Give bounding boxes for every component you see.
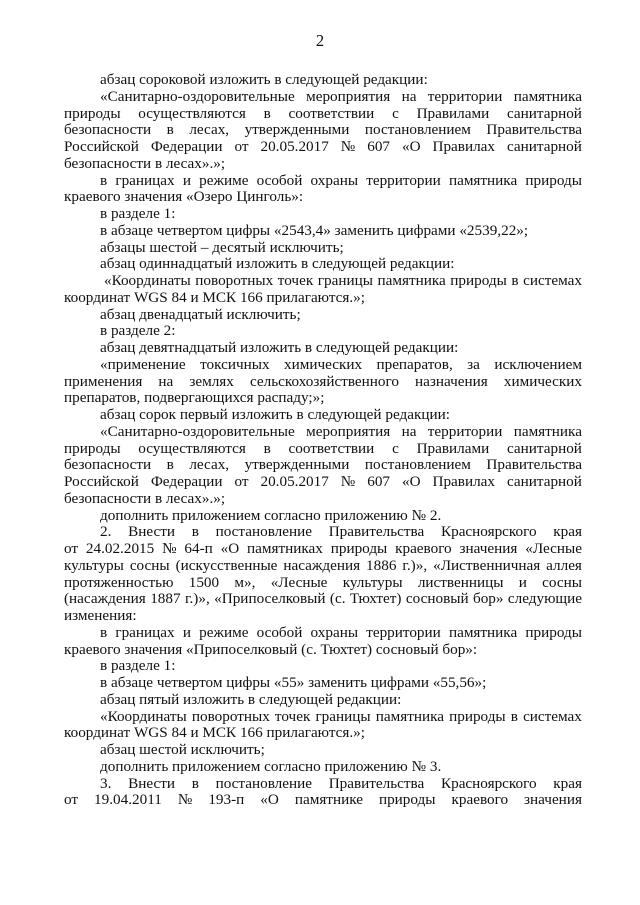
text-line xyxy=(64,709,582,726)
word: постановление xyxy=(215,523,312,541)
word: системах xyxy=(523,272,582,289)
word: охраны xyxy=(310,623,359,641)
word: 607 xyxy=(367,138,391,155)
word: 607 xyxy=(367,473,391,490)
text-line: абзац сорок первый изложить в следующей редакции: xyxy=(100,406,450,423)
text-line: абзац одиннадцатый изложить в следующей редакции: xyxy=(100,255,455,273)
word: «Лесные xyxy=(525,540,582,557)
word: значения xyxy=(524,791,582,809)
text-line: безопасности в лесах».»; xyxy=(64,154,226,172)
word: сельскохозяйственного xyxy=(249,372,399,390)
word: сосны xyxy=(542,573,582,591)
word: препаратов, xyxy=(376,355,453,373)
word: с xyxy=(392,439,399,457)
text-line xyxy=(64,374,582,391)
word: бор» xyxy=(472,590,504,608)
word: химических xyxy=(283,355,363,373)
text-line: координат WGS 84 и МСК 166 прилагаются.»; xyxy=(64,288,365,306)
word: памятниках xyxy=(247,540,323,557)
text-line xyxy=(64,139,582,156)
word: Правилах xyxy=(432,473,495,490)
word: режиме xyxy=(199,171,249,189)
word: «Лиственничная xyxy=(433,556,541,574)
word: с xyxy=(392,104,399,122)
text-line xyxy=(64,89,582,106)
text-line xyxy=(64,541,582,558)
text-line: абзац сороковой изложить в следующей редакции: xyxy=(100,71,428,88)
text-line xyxy=(64,776,582,793)
word: культуры xyxy=(64,556,124,574)
word: краевого xyxy=(451,791,509,809)
word: утвержденными xyxy=(244,456,350,474)
text-line: в абзаце четвертом цифры «2543,4» заменить цифрами «2539,22»; xyxy=(100,221,529,239)
word: безопасности xyxy=(64,456,152,474)
word: мероприятия xyxy=(306,87,391,105)
word: 193-п xyxy=(208,791,245,809)
word: Российской xyxy=(64,138,139,155)
word: утвержденными xyxy=(244,121,350,139)
word: в xyxy=(100,171,108,189)
word: границы xyxy=(317,272,373,289)
word: памятника xyxy=(375,707,444,725)
word: в xyxy=(166,121,174,139)
word: от xyxy=(234,473,249,490)
word: (насаждения xyxy=(64,590,146,608)
word: аллея xyxy=(546,556,582,574)
word: санитарной xyxy=(506,104,582,122)
word: края xyxy=(553,523,582,541)
word: особой xyxy=(256,623,303,641)
word: в xyxy=(100,623,108,641)
word: постановлением xyxy=(364,456,471,474)
word: землях xyxy=(189,372,234,390)
word: территории xyxy=(366,623,441,641)
word: Красноярского xyxy=(440,523,537,541)
word: Красноярского xyxy=(440,774,537,792)
word: «О xyxy=(401,473,421,490)
word: культуры xyxy=(342,573,403,591)
word: 3. xyxy=(100,774,112,792)
word: охраны xyxy=(310,171,359,189)
word: Федерации xyxy=(150,473,223,490)
word: м», xyxy=(234,573,256,591)
word: г.)», xyxy=(184,590,210,608)
word: «Координаты xyxy=(104,272,191,289)
word: территории xyxy=(427,87,503,105)
word: 1887 xyxy=(150,590,181,608)
word: 19.04.2011 xyxy=(94,791,162,809)
text-line: краевого значения «Припоселковый (с. Тюхтет) сосновый бор»: xyxy=(64,640,478,658)
word: соответствии xyxy=(288,439,375,457)
text-line xyxy=(64,457,582,474)
word: Российской xyxy=(64,473,139,490)
word: следующие xyxy=(507,590,582,608)
word: насаждения xyxy=(283,556,361,574)
word: Тюхтет) xyxy=(349,590,402,608)
text-line xyxy=(64,591,582,608)
text-line: абзацы шестой – десятый исключить; xyxy=(100,238,344,256)
page-number: 2 xyxy=(315,31,325,50)
word: № xyxy=(340,138,356,155)
word: природы xyxy=(378,791,436,809)
word: края xyxy=(553,774,582,792)
word: памятника xyxy=(513,422,582,440)
word: природы xyxy=(525,623,582,641)
word: назначения xyxy=(415,372,488,390)
text-line xyxy=(64,357,582,374)
word: в xyxy=(166,456,174,474)
text-line: препаратов, подвергающихся распаду;»; xyxy=(64,389,325,407)
text-line xyxy=(64,441,582,458)
text-line: в разделе 2: xyxy=(100,322,176,340)
word: природы xyxy=(450,272,507,289)
word: территории xyxy=(366,171,441,189)
word: границах xyxy=(115,171,175,189)
text-line xyxy=(64,273,582,290)
word: протяженностью xyxy=(64,573,174,591)
word: системах xyxy=(523,707,582,725)
word: и xyxy=(518,573,527,591)
text-line: абзац двенадцатый исключить; xyxy=(100,305,301,323)
word: 24.02.2015 xyxy=(85,540,155,557)
word: памятника xyxy=(513,87,582,105)
word: № xyxy=(177,791,193,809)
text-line: дополнить приложением согласно приложению № 2. xyxy=(100,506,442,524)
word: Правилами xyxy=(416,439,490,457)
word: постановление xyxy=(215,774,312,792)
text-line: абзац пятый изложить в следующей редакции: xyxy=(100,690,402,708)
word: санитарной xyxy=(506,138,582,155)
text-line xyxy=(64,122,582,139)
word: от xyxy=(64,540,79,557)
word: территории xyxy=(427,422,503,440)
word: «О xyxy=(220,540,240,557)
text-line xyxy=(64,575,582,592)
word: Внести xyxy=(128,523,175,541)
word: в xyxy=(511,272,519,289)
word: 64-п xyxy=(184,540,213,557)
word: «Санитарно-оздоровительные xyxy=(100,422,295,440)
text-line xyxy=(64,474,582,491)
word: осуществляются xyxy=(138,104,246,122)
word: от xyxy=(64,791,79,809)
text-line xyxy=(64,173,582,190)
word: и xyxy=(182,171,191,189)
word: г.)», xyxy=(402,556,428,574)
word: памятника xyxy=(377,272,446,289)
word: памятнике xyxy=(294,791,363,809)
word: «Санитарно-оздоровительные xyxy=(100,87,295,105)
word: точек xyxy=(274,707,311,725)
word: точек xyxy=(277,272,314,289)
text-line xyxy=(64,792,582,809)
word: природы xyxy=(525,171,582,189)
word: осуществляются xyxy=(138,439,246,457)
word: соответствии xyxy=(288,104,375,122)
word: лиственницы xyxy=(417,573,504,591)
word: 2. xyxy=(100,523,112,541)
word: токсичных xyxy=(200,355,270,373)
word: 20.05.2017 xyxy=(260,473,329,490)
text-line xyxy=(64,558,582,575)
word: Правительства xyxy=(486,121,582,139)
word: лесах, xyxy=(189,121,230,139)
text-line: в разделе 1: xyxy=(100,205,176,222)
word: за xyxy=(467,355,480,373)
text-line: в разделе 1: xyxy=(100,657,176,675)
word: Правительства xyxy=(328,523,425,541)
text-line: безопасности в лесах».»; xyxy=(64,489,226,507)
word: «применение xyxy=(100,355,186,373)
text-line xyxy=(64,424,582,441)
text-line: координат WGS 84 и МСК 166 прилагаются.»; xyxy=(64,724,365,742)
word: «Припоселковый xyxy=(214,590,326,608)
text-line xyxy=(64,106,582,123)
word: от xyxy=(234,138,249,155)
word: Внести xyxy=(128,774,175,792)
word: № xyxy=(162,540,177,557)
document-body xyxy=(64,72,582,809)
text-line: дополнить приложением согласно приложению № 3. xyxy=(100,757,442,775)
word: № xyxy=(340,473,356,490)
word: поворотных xyxy=(191,707,270,725)
word: санитарной xyxy=(506,439,582,457)
word: (искусственные xyxy=(175,556,278,574)
word: 1500 xyxy=(188,573,220,591)
text-line: в абзаце четвертом цифры «55» заменить цифрами «55,56»; xyxy=(100,674,487,691)
word: Правительства xyxy=(486,456,582,474)
text-line: абзац девятнадцатый изложить в следующей редакции: xyxy=(100,339,459,356)
word: «О xyxy=(401,138,421,155)
word: в xyxy=(510,707,518,725)
word: в xyxy=(263,104,271,122)
word: в xyxy=(191,523,199,541)
word: границах xyxy=(115,623,175,641)
word: безопасности xyxy=(64,121,152,139)
word: и xyxy=(182,623,191,641)
word: памятника xyxy=(448,171,518,189)
word: границы xyxy=(315,707,371,725)
word: Правилах xyxy=(432,138,495,155)
word: Правилами xyxy=(416,104,490,122)
text-line: краевого значения «Озеро Цинголь»: xyxy=(64,188,304,206)
word: «Координаты xyxy=(100,707,187,725)
word: постановлением xyxy=(364,121,471,139)
word: (с. xyxy=(329,590,346,608)
word: природы xyxy=(64,439,121,457)
word: на xyxy=(401,87,417,105)
word: «О xyxy=(260,791,279,809)
word: 20.05.2017 xyxy=(260,138,329,155)
word: мероприятия xyxy=(306,422,391,440)
text-line xyxy=(64,524,582,541)
word: сосновый xyxy=(405,590,469,608)
text-line xyxy=(64,625,582,642)
word: природы xyxy=(449,707,506,725)
word: применения xyxy=(64,372,143,390)
word: на xyxy=(158,372,174,390)
word: исключением xyxy=(494,355,582,373)
word: в xyxy=(263,439,271,457)
word: памятника xyxy=(448,623,518,641)
word: санитарной xyxy=(506,473,582,490)
text-line: изменения: xyxy=(64,607,137,624)
word: поворотных xyxy=(195,272,274,289)
word: значения xyxy=(459,540,518,557)
word: лесах, xyxy=(189,456,230,474)
word: «Лесные xyxy=(270,573,328,591)
word: на xyxy=(401,422,417,440)
word: Федерации xyxy=(150,138,223,155)
word: в xyxy=(191,774,199,792)
word: особой xyxy=(256,171,303,189)
word: химических xyxy=(503,372,582,390)
word: режиме xyxy=(199,623,249,641)
word: Правительства xyxy=(328,774,425,792)
word: краевого xyxy=(395,540,452,557)
text-line: абзац шестой исключить; xyxy=(100,741,265,758)
word: 1886 xyxy=(366,556,397,574)
word: сосны xyxy=(129,556,170,574)
word: природы xyxy=(330,540,388,557)
word: природы xyxy=(64,104,121,122)
